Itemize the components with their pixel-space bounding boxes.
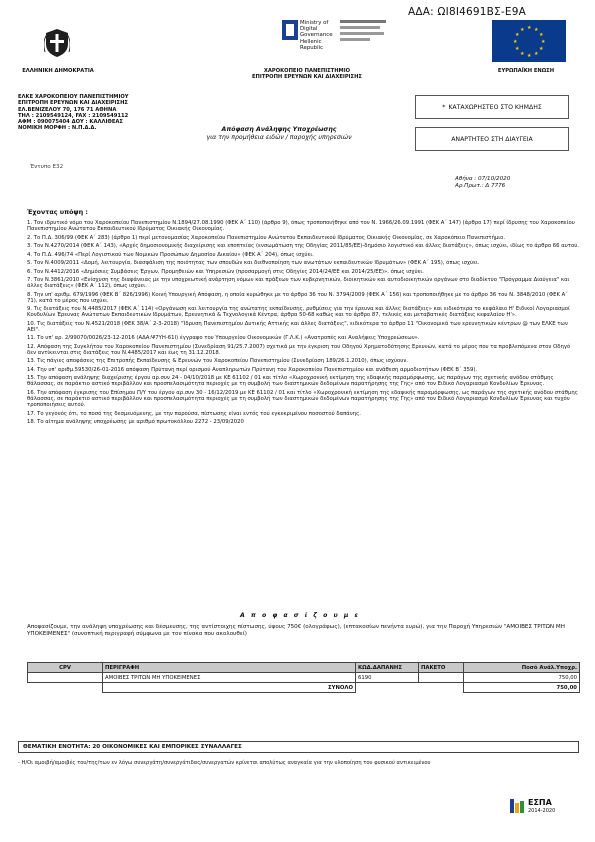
sender-block — [18, 94, 228, 132]
list-item: 3. Τον Ν.4270/2014 (ΦΕΚ Α΄ 143), «Αρχές δημοσιονομικής διαχείρισης και εποπτείας (ενσωμάτωση της Οδηγίας 2011/85/ΕΕ)-δημόσιο λογιστικό και άλλες διατάξεις», όπως ισχύει, ιδίως το άρθρο 66 αυτού. — [27, 243, 579, 250]
list-item: 5. Τον Ν.4009/2011 «Δομή, λειτουργία, διασφάλιση της ποιότητας των σπουδών και διεθνοποίηση των ανωτάτων εκπαιδευτικών Ιδρυμάτων» (ΦΕΚ Α΄ 195), όπως ισχύει. — [27, 260, 480, 267]
espa-name: ΕΣΠΑ — [528, 798, 552, 807]
list-item: 9. Τις διατάξεις του Ν.4485/2017 (ΦΕΚ Α΄ 114) «Οργάνωση και λειτουργία της ανώτατης εκπαίδευσης, ρυθμίσεις για την έρευνα και άλλες διατάξεις» και ειδικότερα το κεφάλαιο Η' Ειδικοί Λογαριασμοί Κονδυλίων Έρευνας Ανώτατων Εκπαιδευτικών Ιδρυμάτων, Ερευνητικά & Τεχνολογικά Κέντρα, άρθρα 50-68 καθώς και το άρθρο 87, τελικές και μεταβατικές διατάξεις κεφαλαίου Η'». — [27, 306, 570, 319]
decision-text: Αποφασίζουμε, την ανάληψη υποχρέωσης και δέσμευσης, της αντίστοιχης πίστωσης, ύψους 750€ (ολογράφως), (επτακοσίων πενήντα ευρώ), για την Παροχή Υπηρεσιών "ΑΜΟΙΒΕΣ ΤΡΙΤΩΝ ΜΗ ΥΠΟΚΕΙΜΕΝΕΣ" (συνοπτική περιγραφή σύμφωνα με τον πίνακα που ακολουθεί) — [27, 624, 565, 637]
eu-flag-icon — [492, 20, 566, 62]
considerations-list — [27, 220, 579, 428]
greek-coat-of-arms-icon — [44, 28, 70, 58]
gov-logo-line: Governance — [300, 32, 333, 39]
list-item: 12. Απόφαση της Συγκλήτου του Χαροκοπείου Πανεπιστημίου (Συνεδρίαση 91/25.7.2007) σχετικά με την έγκριση του Οδηγού Χρηματοδότησης Ερευνών, κατά το μέρος που τα προβλεπόμενα στον Οδηγό δεν αντίκεινται στις διατάξεις του Ν.4485/2017 και έως τη 31.12.2018. — [27, 343, 571, 356]
cell-description: ΑΜΟΙΒΕΣ ΤΡΙΤΩΝ ΜΗ ΥΠΟΚΕΙΜΕΝΕΣ — [103, 673, 356, 683]
svg-text:★: ★ — [513, 39, 518, 45]
list-item: 11. Το υπ' αρ. 2/99070/0026/23-12-2016 (ΑΔΑ:Ψ7ΥΗ-61Ι) έγγραφο του Υπουργείου Οικονομικών (Γ.Λ.Κ.) «Ανατροπές και Αναλήψεις Υποχρεώσεων». — [27, 335, 420, 342]
diavgeia-box — [415, 127, 569, 151]
greek-republic-label: ΕΛΛΗΝΙΚΗ ΔΗΜΟΚΡΑΤΙΑ — [22, 68, 94, 74]
col-amount: Ποσό Ανάλ.Υποχρ. — [464, 663, 580, 673]
table-total-row — [28, 683, 580, 693]
svg-text:★: ★ — [520, 27, 525, 33]
svg-text:★: ★ — [539, 32, 544, 38]
svg-text:★: ★ — [515, 46, 520, 52]
col-cpv: CPV — [28, 663, 103, 673]
kimdis-label: ΚΑΤΑΧΩΡΗΣΤΕΟ ΣΤΟ ΚΗΜΔΗΣ — [448, 103, 542, 111]
sender-line: ΑΦΜ : 090075404 ΔΟΥ : ΚΑΛΛΙΘΕΑΣ — [18, 119, 123, 126]
list-item: 2. Το Π.Δ. 306/99 (ΦΕΚ Α΄ 283) (άρθρο 1) περί μετονομασίας Χαροκοπείου Πανεπιστημίου Ανώτατου Εκπαιδευτικού Ιδρύματος Οικιακής Οικονομίας, σε Χαροκόπειο Πανεπιστήμιο. — [27, 234, 506, 241]
diavgeia-label: ΑΝΑΡΤΗΤΕΟ ΣΤΗ ΔΙΑΥΓΕΙΑ — [451, 135, 533, 143]
col-description: ΠΕΡΙΓΡΑΦΗ — [103, 663, 356, 673]
svg-text:★: ★ — [541, 39, 546, 45]
sender-line: ΕΛ.ΒΕΝΙΖΕΛΟΥ 70, 176 71 ΑΘΗΝΑ — [18, 106, 117, 113]
cell-expense-code: 6190 — [356, 673, 419, 683]
issuer-heading — [242, 68, 372, 81]
date-block — [455, 176, 510, 190]
col-package: ΠΑΚΕΤΟ — [419, 663, 464, 673]
gov-logo — [282, 18, 388, 51]
list-item: 15. Την απόφαση ανάληψης διαχείρισης έργου αρ.συν 24 - 04/10/2018 με ΚΕ 61102 / 01 και τίτλο «Χωροχρονική εκτίμηση της εδαφικής παραμόρφωσης, ως παράγων της σχετικής ανόδου στάθμης θάλασσας, σε παράκτιο αστικό περιβάλλον και προσπελασιμότητα περιοχές με τη συμβολή των διαστημικών δεδομένων παρατήρησης της Γης» από τον Ειδικό Λογαριασμό Κονδυλίων Έρευνας. — [27, 375, 554, 388]
list-item: 14. Την υπ' αριθμ.59530/26-01-2016 απόφαση Πρύτανη περί ορισμού Αναπληρωτών Πρύτανη του Χαροκοπείου Πανεπιστημίου και ανάθεση αρμοδιοτήτων (ΦΕΚ Β΄ 359). — [27, 366, 478, 373]
table-header-row — [28, 663, 580, 673]
cell-cpv — [28, 673, 103, 683]
sender-line: ΕΠΙΤΡΟΠΗ ΕΡΕΥΝΩΝ ΚΑΙ ΔΙΑΧΕΙΡΙΣΗΣ — [18, 100, 128, 107]
expense-table — [27, 662, 580, 693]
date-line: Αθήνα : 07/10/2020 — [455, 176, 511, 182]
footer-note: - Η/Οι αμοιβή/αμοιβές του/της/των εν λόγω συνεργάτη/συνεργάτιδας/συνεργατών κρίνεται απολύτως αναγκαία για την υλοποίηση του φυσικού αντικειμένου — [18, 760, 431, 766]
asterisk-mark: * — [442, 103, 446, 111]
list-item: 13. Τις πάγιες αποφάσεις της Επιτροπής Εκπαίδευσης & Ερευνών του Χαροκοπείου Πανεπιστημίου (Συνεδρίαση 189/26.1.2010), όπως ισχύουν. — [27, 358, 408, 365]
gov-logo-line: Ministry of Digital — [300, 20, 329, 33]
sender-line: ΝΟΜΙΚΗ ΜΟΡΦΗ : Ν.Π.Δ.Δ. — [18, 125, 97, 132]
list-item: 1. Τον ιδρυτικό νόμο του Χαροκοπείου Πανεπιστημίου Ν.1894/27.08.1990 (ΦΕΚ Α΄ 110) (άρθρο 9), όπως τροποποιήθηκε από τον Ν. 1966/26.09.1991 (ΦΕΚ Α΄ 147) (άρθρο 17) περί ίδρυσης του Χαροκοπείου Πανεπιστημίου Ανώτατου Εκπαιδευτικού Ιδρύματος Οικιακής Οικονομίας. — [27, 220, 575, 233]
subject-title: Απόφαση Ανάληψης Υποχρέωσης — [221, 126, 337, 133]
decision-heading: Α π ο φ α σ ί ζ ο υ μ ε — [239, 612, 361, 619]
committee-name: ΕΠΙΤΡΟΠΗ ΕΡΕΥΝΩΝ ΚΑΙ ΔΙΑΧΕΙΡΙΣΗΣ — [252, 74, 362, 81]
svg-text:★: ★ — [515, 32, 520, 38]
total-value: 750,00 — [464, 683, 580, 693]
list-item: 4. Το Π.Δ. 496/74 «Περί Λογιστικού των Νομικών Προσώπων Δημοσίου Δικαίου» (ΦΕΚ Α΄ 204), όπως ισχύει. — [27, 251, 314, 258]
university-name: ΧΑΡΟΚΟΠΕΙΟ ΠΑΝΕΠΙΣΤΗΜΙΟ — [263, 68, 351, 74]
svg-text:★: ★ — [527, 25, 532, 31]
espa-years: 2014-2020 — [528, 808, 556, 814]
list-item: 18. Το αίτημα ανάληψης υποχρέωσης με αριθμό πρωτοκόλλου 2272 - 23/09/2020 — [27, 419, 244, 426]
svg-text:★: ★ — [534, 27, 539, 33]
document-subject — [204, 126, 354, 142]
svg-text:★: ★ — [539, 46, 544, 52]
eu-label: ΕΥΡΩΠΑΪΚΗ ΕΝΩΣΗ — [497, 68, 555, 74]
sender-line: ΕΛΚΕ ΧΑΡΟΚΟΠΕΙΟΥ ΠΑΝΕΠΙΣΤΗΜΙΟΥ — [18, 94, 129, 100]
list-item: 10. Τις διατάξεις του Ν.4521/2018 (ΦΕΚ 38/Α΄ 2-3-2018) "Ίδρυση Πανεπιστημίου Δυτικής Αττικής και άλλες διατάξεις", ειδικότερα το άρθρο 11 "Οικονομικά των ερευνητικών κέντρων @ των ΕΛΚΕ των ΑΕΙ". — [27, 320, 568, 333]
list-item: 7. Τον Ν.3861/2010 «Ενίσχυση της διαφάνειας με την υποχρεωτική ανάρτηση νόμων και πράξεων των κυβερνητικών, διοικητικών και αυτοδιοικητικών οργάνων στο διαδίκτυο "Πρόγραμμα Διαύγεια" και άλλες διατάξεις» (ΦΕΚ Α΄ 112), όπως ισχύει. — [27, 277, 570, 290]
list-item: 8. Την υπ' αριθμ. 679/1996 (ΦΕΚ Β΄ 826/1996) Κοινή Υπουργική Απόφαση, η οποία κυρώθηκε με το άρθρο 36 του Ν. 3794/2009 (ΦΕΚ Α΄ 156) και τροποποιήθηκε με το άρθρο 36 του Ν. 3848/2010 (ΦΕΚ Α΄ 71), κατά το μέρος που ισχύει. — [27, 291, 568, 304]
col-expense-code: ΚΩΔ.ΔΑΠΑΝΗΣ — [356, 663, 419, 673]
form-code: Έντυπο Ε32 — [30, 164, 64, 170]
svg-text:★: ★ — [520, 51, 525, 57]
kimdis-box — [415, 95, 569, 119]
cell-amount: 750,00 — [464, 673, 580, 683]
espa-logo — [506, 797, 568, 819]
publication-boxes — [415, 95, 569, 159]
total-label: ΣΥΝΟΛΟ — [103, 683, 356, 693]
thematic-unit: ΘΕΜΑΤΙΚΗ ΕΝΟΤΗΤΑ: 20 ΟΙΚΟΝΟΜΙΚΕΣ ΚΑΙ ΕΜΠΟΡΙΚΕΣ ΣΥΝΑΛΛΑΓΕΣ — [18, 741, 579, 753]
ada-code: ΑΔΑ: ΩΙ8Ι4691ΒΣ-Ε9Α — [408, 6, 526, 18]
svg-text:★: ★ — [534, 51, 539, 57]
svg-text:★: ★ — [527, 53, 532, 59]
list-item: 6. Τον Ν.4412/2016 «Δημόσιες Συμβάσεις Έργων, Προμηθειών και Υπηρεσιών (προσαρμογή στις Οδηγίες 2014/24/ΕΕ και 2014/25/ΕΕ)», όπως ισχύει. — [27, 268, 424, 275]
cell-package — [419, 673, 464, 683]
subject-subtitle: για την προμήθεια ειδών / παροχής υπηρεσιών — [206, 134, 352, 141]
protocol-number: Αρ.Πρωτ.: Δ 7776 — [455, 182, 506, 189]
table-row — [28, 673, 580, 683]
sender-line: ΤΗΛ : 2109549124, FAX : 2109549112 — [18, 112, 129, 119]
gov-logo-line: Hellenic Republic — [300, 38, 324, 51]
list-item: 17. Το γεγονός ότι, το ποσό της δεσμευόμενης, με την παρούσα, πίστωσης είναι εντός του εγκεκριμένου ποσοστού δαπάνης. — [27, 410, 361, 417]
list-item: 16. Την απόφαση έγκρισης του Επίσημου Π/Υ του έργου αρ.συν 30 - 16/12/2019 με ΚΕ 61102 / 01 και τίτλο «Χωροχρονική εκτίμηση της εδαφικής παραμόρφωσης, ως παράγων της σχετικής ανόδου στάθμης θάλασσας, σε παράκτιο αστικό περιβάλλον και προσπελασιμότητα περιοχές με τη συμβολή των διαστημικών δεδομένων παρατήρησης της Γης» από τον Ειδικό Λογαριασμό Κονδυλίων Έρευνας και τυχόν τροποποιήσεις αυτού. — [27, 389, 578, 409]
considerations-heading: Έχοντας υπόψη : — [27, 208, 88, 216]
